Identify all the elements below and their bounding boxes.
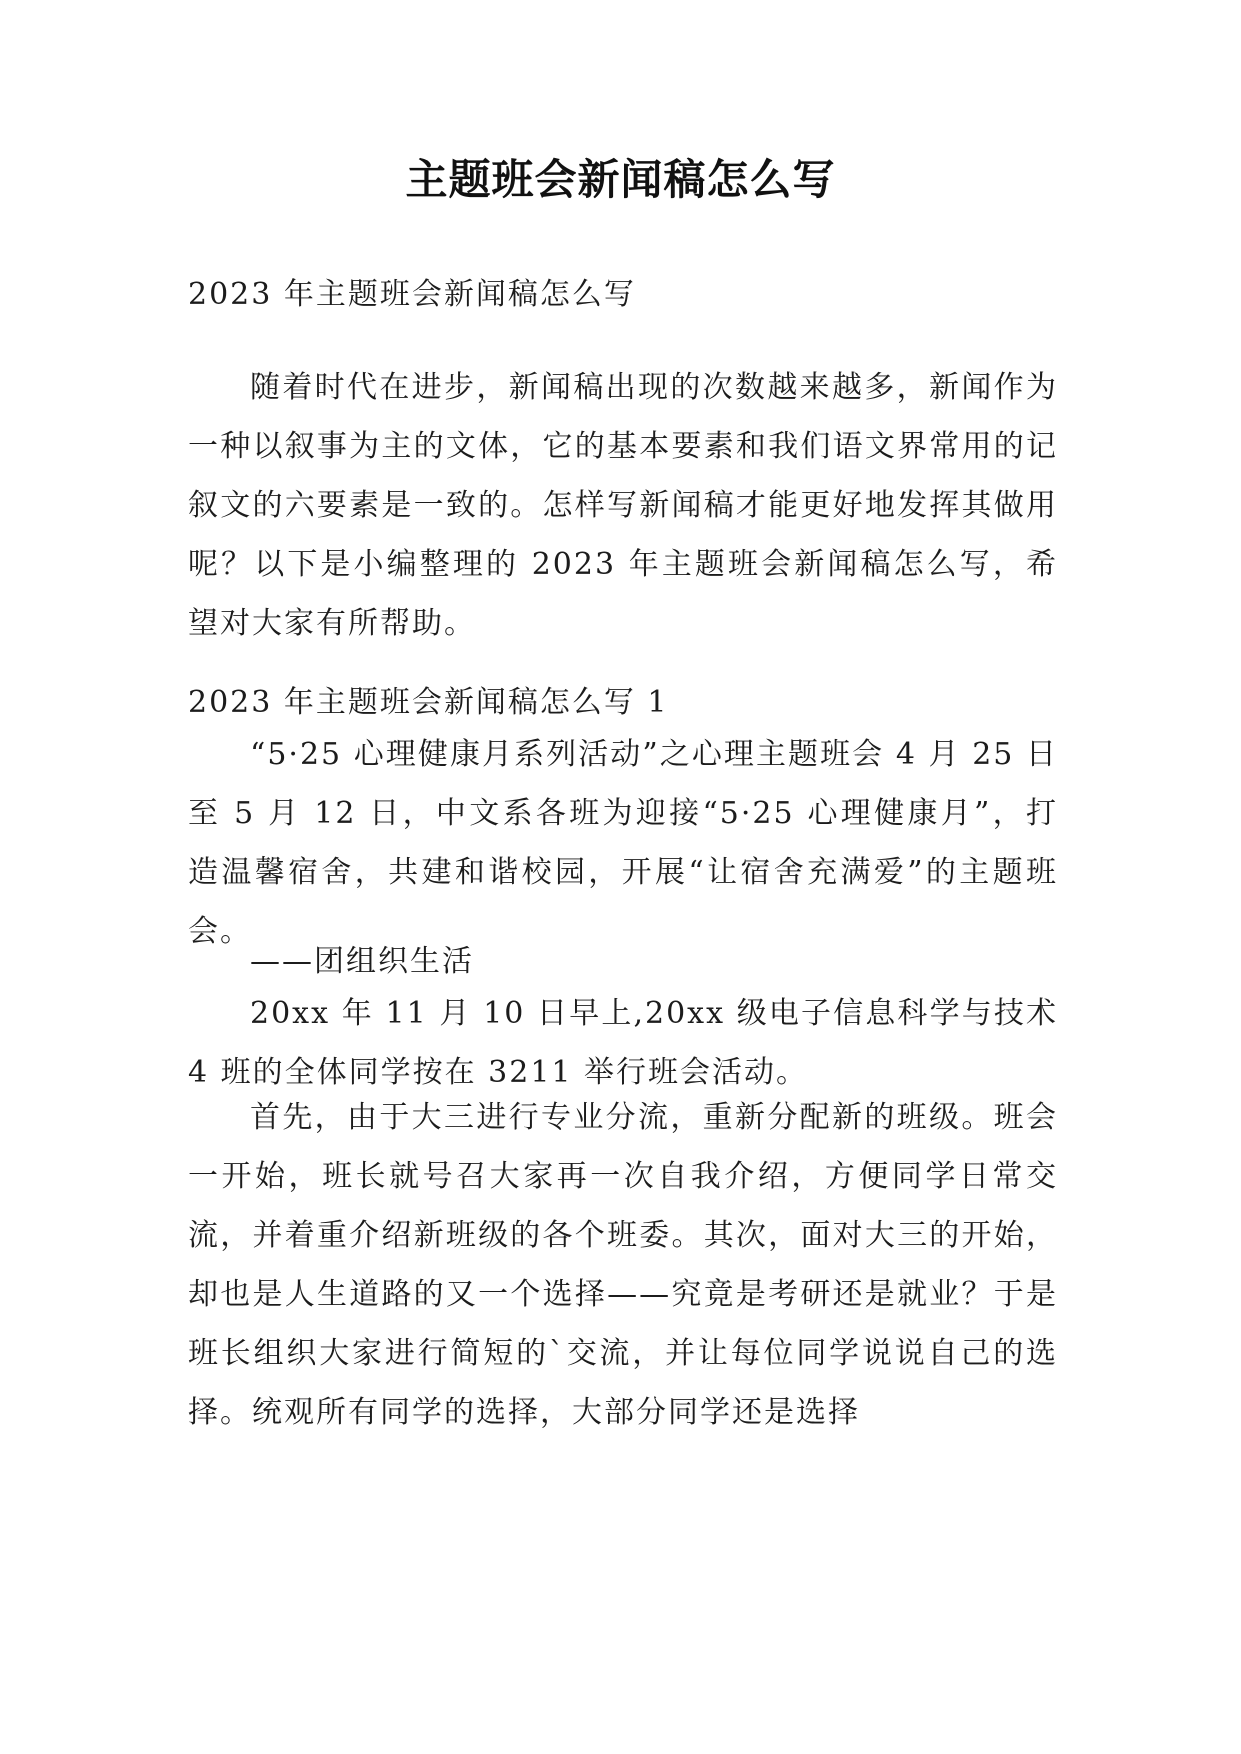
body-paragraph: “5·25 心理健康月系列活动”之心理主题班会 4 月 25 日至 5 月 12 日，中文系各班为迎接“5·25 心理健康月”，打造温馨宿舍，共建和谐校园，开展“让宿舍充满爱”的主题班会。 [188,737,1058,949]
body-paragraph: 20xx 年 11 月 10 日早上,20xx 级电子信息科学与技术 4 班的全体同学按在 3211 举行班会活动。 [188,996,1058,1090]
body-paragraph: 首先，由于大三进行专业分流，重新分配新的班级。班会一开始，班长就号召大家再一次自我介绍，方便同学日常交流，并着重介绍新班级的各个班委。其次，面对大三的开始，却也是人生道路的又一个选择——究竟是考研还是就业？于是班长组织大家进行简短的`交流，并让每位同学说说自己的选择。统观所有同学的选择，大部分同学还是选择 [188,1100,1058,1430]
intro-paragraph: 随着时代在进步，新闻稿出现的次数越来越多，新闻作为一种以叙事为主的文体，它的基本要素和我们语文界常用的记叙文的六要素是一致的。怎样写新闻稿才能更好地发挥其做用呢？以下是小编整理的 2023 年主题班会新闻稿怎么写，希望对大家有所帮助。 [188,370,1058,641]
document-subtitle: 2023 年主题班会新闻稿怎么写 [188,277,636,312]
section-heading: 2023 年主题班会新闻稿怎么写 1 [188,685,669,720]
document-title: 主题班会新闻稿怎么写 [405,155,836,204]
body-paragraph: ——团组织生活 [250,944,474,979]
